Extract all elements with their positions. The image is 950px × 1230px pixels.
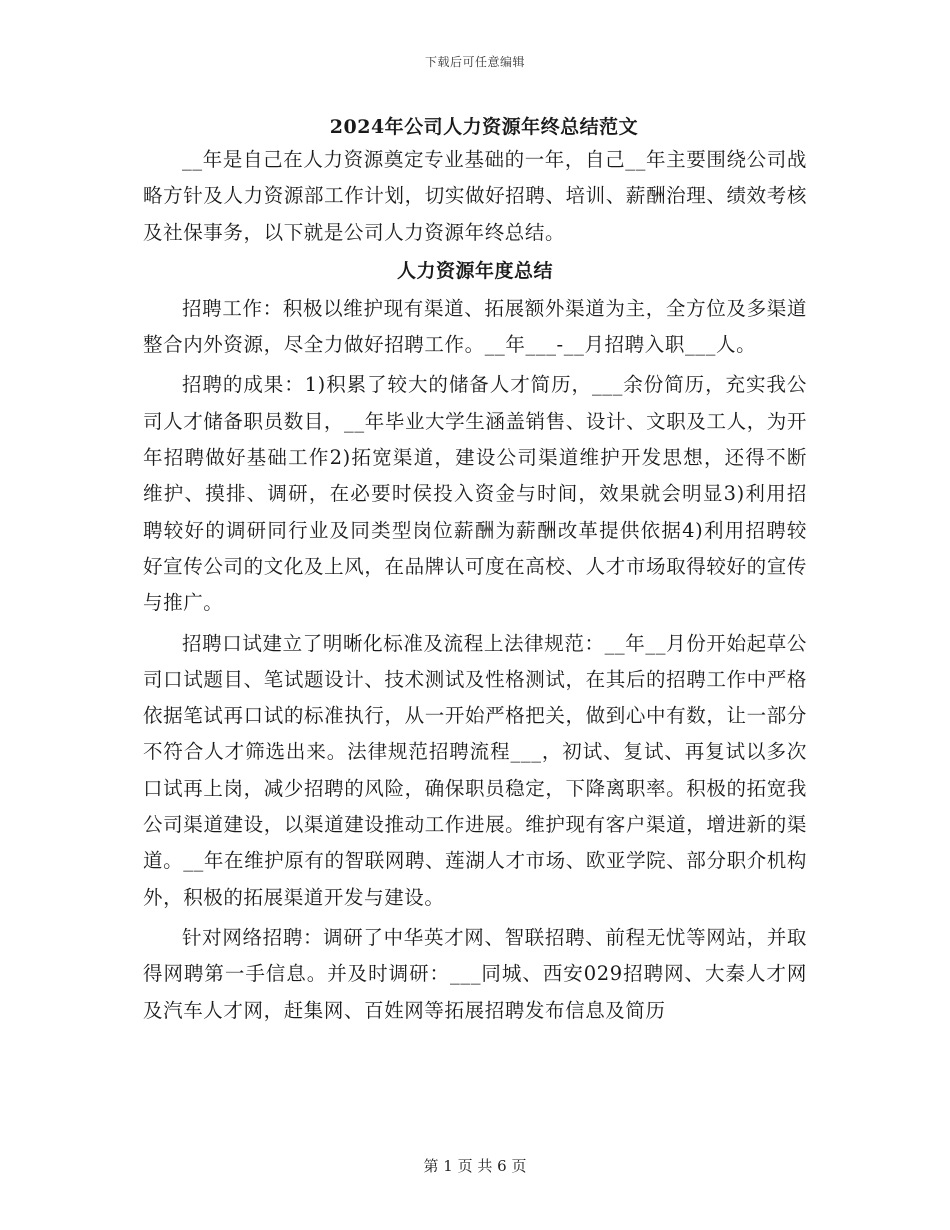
- document-body: [143, 112, 807, 1029]
- section-title: 人力资源年度总结: [396, 259, 553, 282]
- paragraph-interview-standards: 招聘口试建立了明晰化标准及流程上法律规范：__年__月份开始起草公司口试题目、笔试题设计、技术测试及性格测试，在其后的招聘工作中严格依据笔试再口试的标准执行，从一开始严格把关，做到心中有数，让一部分不符合人才筛选出来。法律规范招聘流程___，初试、复试、再复试以多次口试再上岗，减少招聘的风险，确保职员稳定，下降离职率。积极的拓宽我公司渠道建设，以渠道建设推动工作进展。维护现有客户渠道，增进新的渠道。__年在维护原有的智联网聘、莲湖人才市场、欧亚学院、部分职介机构外，积极的拓展渠道开发与建设。: [143, 631, 807, 909]
- paragraph-online-recruitment: 针对网络招聘：调研了中华英才网、智联招聘、前程无忧等网站，并取得网聘第一手信息。并及时调研：___同城、西安029招聘网、大秦人才网及汽车人才网，赶集网、百姓网等拓展招聘发布信息及简历: [143, 925, 807, 1022]
- paragraph-recruitment-results: 招聘的成果：1)积累了较大的储备人才简历，___余份简历，充实我公司人才储备职员数目，__年毕业大学生涵盖销售、设计、文职及工人，为开年招聘做好基础工作2)拓宽渠道，建设公司渠道维护开发思想，还得不断维护、摸排、调研，在必要时侯投入资金与时间，效果就会明显3)利用招聘较好的调研同行业及同类型岗位薪酬为薪酬改革提供依据4)利用招聘较好宣传公司的文化及上风，在品牌认可度在高校、人才市场取得较好的宣传与推广。: [143, 373, 807, 615]
- header-note: 下载后可任意编辑: [424, 55, 525, 69]
- paragraph-recruitment-work: 招聘工作：积极以维护现有渠道、拓展额外渠道为主，全方位及多渠道整合内外资源，尽全力做好招聘工作。__年___-__月招聘入职___人。: [143, 296, 807, 357]
- document-title: 2024年公司人力资源年终总结范文: [329, 116, 639, 138]
- page-number: 第 1 页 共 6 页: [423, 1157, 527, 1175]
- intro-paragraph: __年是自己在人力资源奠定专业基础的一年，自己__年主要围绕公司战略方针及人力资源部工作计划，切实做好招聘、培训、薪酬治理、绩效考核及社保事务，以下就是公司人力资源年终总结。: [143, 148, 807, 244]
